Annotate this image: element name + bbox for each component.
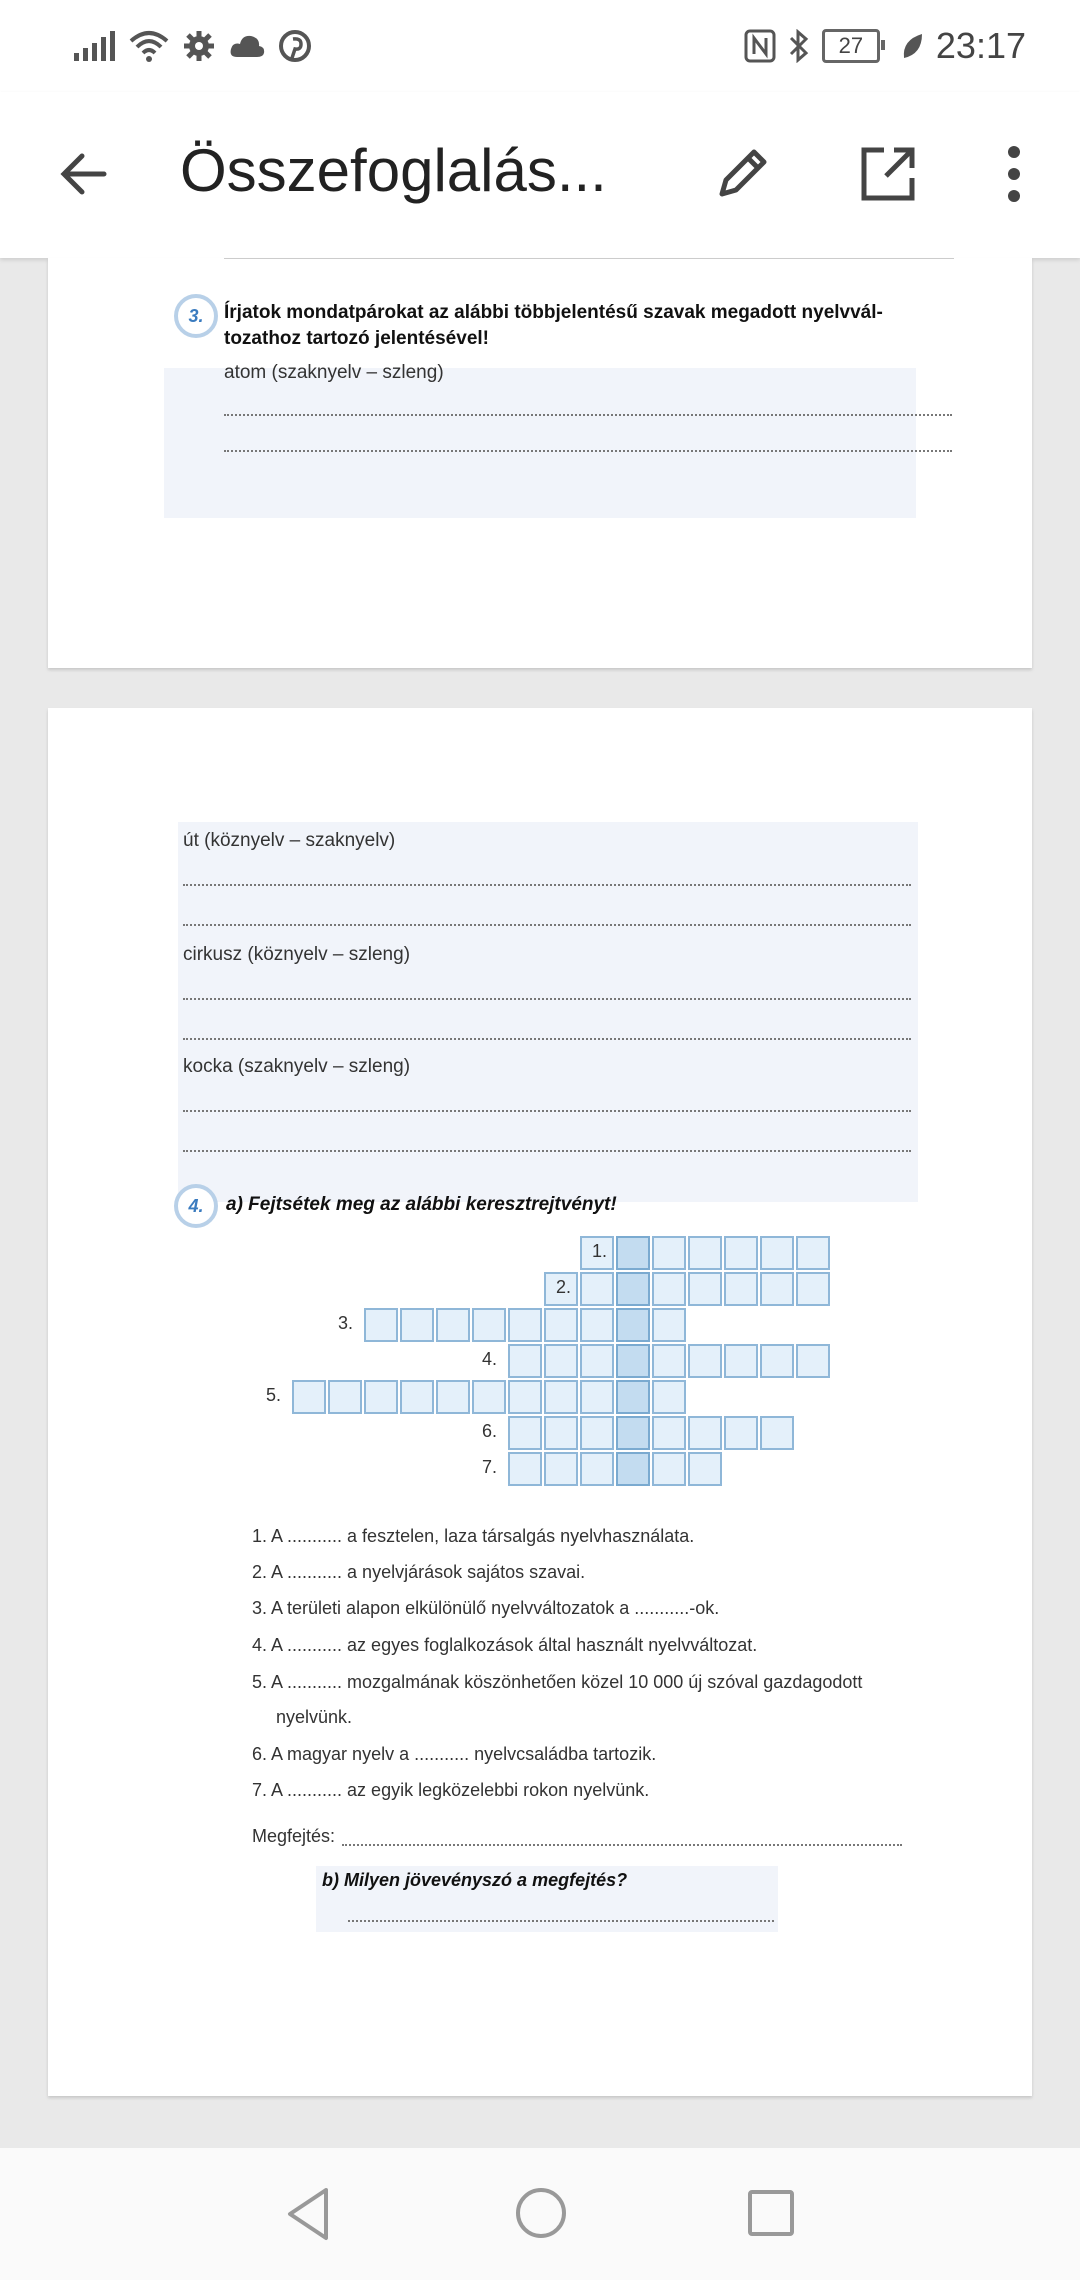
settings-gear-icon <box>183 30 215 62</box>
crossword-cell <box>508 1452 542 1486</box>
crossword-cell <box>688 1272 722 1306</box>
crossword-cell <box>328 1380 362 1414</box>
task-3-item-atom: atom (szaknyelv – szleng) <box>224 362 444 383</box>
crossword-cell <box>724 1236 758 1270</box>
crossword-grid <box>48 708 1032 1508</box>
nfc-icon <box>744 29 776 63</box>
crossword-cell <box>760 1236 794 1270</box>
crossword-cell <box>796 1344 830 1378</box>
crossword-cell <box>652 1380 686 1414</box>
crossword-cell <box>616 1344 650 1378</box>
crossword-cell <box>688 1236 722 1270</box>
document-page-1 <box>48 258 1032 668</box>
crossword-cell <box>508 1416 542 1450</box>
task-4-number: 4. <box>174 1184 218 1228</box>
task-4-part-a: a) Fejtsétek meg az alábbi keresztrejtvényt! <box>226 1194 617 1215</box>
crossword-cell <box>652 1308 686 1342</box>
crossword-cell <box>508 1308 542 1342</box>
nav-back-icon[interactable] <box>284 2186 332 2242</box>
crossword-row-label-2: 2. <box>556 1277 572 1297</box>
clue-5-continued: nyelvünk. <box>276 1707 353 1727</box>
crossword-cell <box>544 1380 578 1414</box>
crossword-cell <box>580 1344 614 1378</box>
nav-home-icon[interactable] <box>514 2186 568 2240</box>
crossword-row-label-1: 1. <box>592 1241 608 1261</box>
status-left-icons <box>74 26 311 66</box>
clue-6: 6. A magyar nyelv a ........... nyelvcsaládba tartozik. <box>252 1744 657 1764</box>
solution-line <box>342 1844 902 1846</box>
task-3-item-ut: út (köznyelv – szaknyelv) <box>183 830 396 851</box>
crossword-cell <box>616 1416 650 1450</box>
task-3-instruction-line2: tozathoz tartozó jelentésével! <box>224 328 489 349</box>
app-bar <box>0 92 1080 258</box>
crossword-cell <box>688 1452 722 1486</box>
clue-2: 2. A ........... a nyelvjárások sajátos szavai. <box>252 1562 586 1582</box>
document-title: Összefoglalás... <box>180 137 607 204</box>
crossword-cell <box>760 1344 794 1378</box>
wifi-icon <box>129 29 169 63</box>
crossword-row-label-6: 6. <box>482 1421 498 1441</box>
crossword-cell <box>616 1308 650 1342</box>
crossword-cell <box>796 1236 830 1270</box>
bluetooth-icon <box>788 29 810 63</box>
task-3-item-cirkusz: cirkusz (köznyelv – szleng) <box>183 944 411 965</box>
leaf-icon <box>900 32 924 60</box>
crossword-row-label-4: 4. <box>482 1349 498 1369</box>
task-3-item-kocka: kocka (szaknyelv – szleng) <box>183 1056 411 1077</box>
crossword-cell <box>688 1416 722 1450</box>
crossword-cell <box>292 1380 326 1414</box>
crossword-cell <box>796 1272 830 1306</box>
task-3-instruction-line1: Írjatok mondatpárokat az alábbi többjelentésű szavak megadott nyelvvál- <box>224 302 883 323</box>
answer-area <box>164 368 916 518</box>
crossword-cell <box>616 1452 650 1486</box>
solution-label: Megfejtés: <box>252 1826 336 1846</box>
crossword-cell <box>616 1272 650 1306</box>
document-page-2 <box>48 708 1032 2096</box>
nav-recents-icon[interactable] <box>746 2188 796 2238</box>
pinterest-icon <box>279 30 311 62</box>
crossword-cell <box>580 1416 614 1450</box>
crossword-cell <box>652 1344 686 1378</box>
status-right-icons <box>744 22 1026 70</box>
crossword-cell <box>652 1236 686 1270</box>
more-options-icon[interactable] <box>984 142 1044 206</box>
signal-icon <box>74 31 115 61</box>
navigation-bar <box>0 2148 1080 2280</box>
crossword-cell <box>400 1308 434 1342</box>
status-bar <box>0 0 1080 92</box>
clue-7: 7. A ........... az egyik legközelebbi rokon nyelvünk. <box>252 1780 650 1800</box>
crossword-cell <box>508 1380 542 1414</box>
crossword-row-label-7: 7. <box>482 1457 498 1477</box>
answer-line <box>348 1920 774 1922</box>
crossword-cell <box>616 1236 650 1270</box>
clue-4: 4. A ........... az egyes foglalkozások által használt nyelvváltozat. <box>252 1635 758 1655</box>
crossword-cell <box>580 1380 614 1414</box>
crossword-cell <box>364 1308 398 1342</box>
crossword-cell <box>472 1308 506 1342</box>
battery-indicator: 27 <box>822 29 880 63</box>
clue-5: 5. A ........... mozgalmának köszönhetően közel 10 000 új szóval gazdagodott <box>252 1672 863 1692</box>
clock: 23:17 <box>935 25 1026 66</box>
crossword-cell <box>580 1452 614 1486</box>
clue-3: 3. A területi alapon elkülönülő nyelvváltozatok a ...........-ok. <box>252 1598 720 1618</box>
crossword-cell <box>724 1416 758 1450</box>
task-4-part-b: b) Milyen jövevényszó a megfejtés? <box>322 1870 628 1890</box>
crossword-cell <box>436 1380 470 1414</box>
crossword-cell <box>724 1272 758 1306</box>
open-external-icon[interactable] <box>856 142 920 206</box>
crossword-cell <box>760 1416 794 1450</box>
crossword-cell <box>724 1344 758 1378</box>
crossword-cell <box>760 1272 794 1306</box>
crossword-cell <box>652 1452 686 1486</box>
edit-pencil-icon[interactable] <box>710 142 774 206</box>
cloud-icon <box>229 33 265 59</box>
crossword-cell <box>544 1344 578 1378</box>
crossword-cell <box>544 1416 578 1450</box>
crossword-row-label-5: 5. <box>266 1385 282 1405</box>
crossword-cell <box>652 1272 686 1306</box>
crossword-cell <box>580 1272 614 1306</box>
crossword-cell <box>688 1344 722 1378</box>
crossword-cell <box>616 1380 650 1414</box>
crossword-cell <box>436 1308 470 1342</box>
crossword-cell <box>400 1380 434 1414</box>
crossword-cell <box>544 1452 578 1486</box>
crossword-row-label-3: 3. <box>338 1313 354 1333</box>
crossword-cell <box>544 1308 578 1342</box>
clue-1: 1. A ........... a fesztelen, laza társalgás nyelvhasználata. <box>252 1526 695 1546</box>
crossword-cell <box>508 1344 542 1378</box>
answer-line <box>224 450 952 452</box>
crossword-cell <box>364 1380 398 1414</box>
crossword-cell <box>472 1380 506 1414</box>
crossword-cell <box>652 1416 686 1450</box>
back-arrow-icon[interactable] <box>52 142 116 206</box>
crossword-cell <box>580 1308 614 1342</box>
answer-line <box>224 414 952 416</box>
task-3-number: 3. <box>174 294 218 338</box>
